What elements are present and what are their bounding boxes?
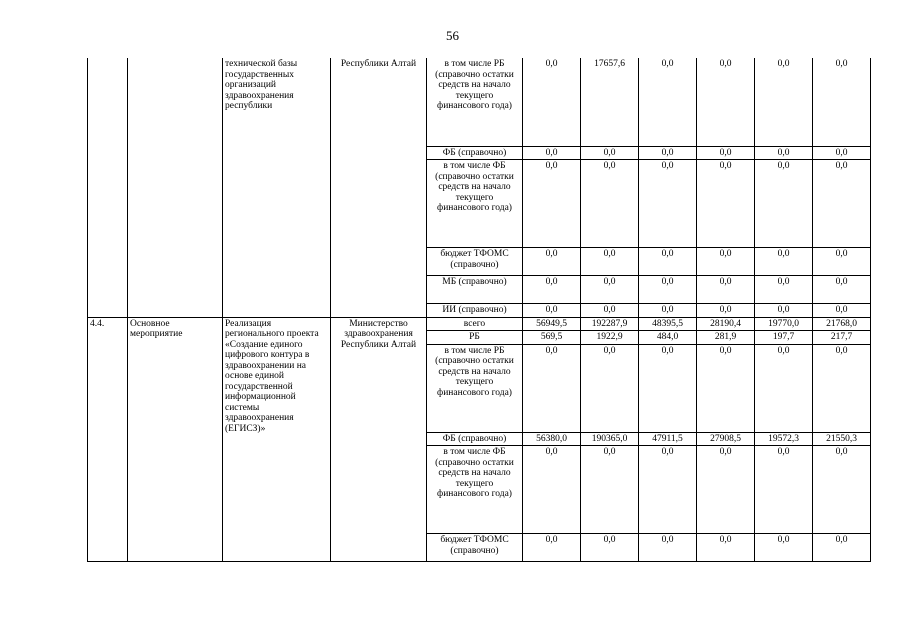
funding-source: ФБ (справочно) [427,432,523,446]
value-cell: 190365,0 [581,432,639,446]
value-cell: 0,0 [523,446,581,534]
item-name: Реализация регионального проекта «Создание единого цифрового контура в здравоохранении на основе единой государственной информационной системы здравоохранения (ЕГИСЗ)» [223,317,331,562]
value-cell: 0,0 [697,446,755,534]
block-1 [88,58,871,317]
value-cell: 0,0 [581,248,639,276]
item-number: 4.4. [88,317,128,562]
funding-source: в том числе ФБ (справочно остатки средств на начало текущего финансового года) [427,160,523,248]
value-cell: 48395,5 [639,317,697,331]
value-cell: 0,0 [755,446,813,534]
value-cell: 0,0 [697,276,755,304]
value-cell: 19770,0 [755,317,813,331]
value-cell: 0,0 [697,146,755,160]
value-cell: 0,0 [755,58,813,146]
value-cell: 0,0 [755,248,813,276]
value-cell: 0,0 [523,146,581,160]
funding-source: бюджет ТФОМС (справочно) [427,534,523,562]
value-cell: 0,0 [755,146,813,160]
value-cell: 27908,5 [697,432,755,446]
value-cell: 0,0 [639,344,697,432]
value-cell: 0,0 [697,344,755,432]
table-row [88,317,871,331]
value-cell: 0,0 [813,304,871,318]
value-cell: 0,0 [813,534,871,562]
item-executor: Министерство здравоохранения Республики Алтай [331,317,427,562]
funding-source: в том числе РБ (справочно остатки средств на начало текущего финансового года) [427,58,523,146]
value-cell: 0,0 [581,146,639,160]
value-cell: 0,0 [639,248,697,276]
value-cell: 0,0 [639,160,697,248]
value-cell: 484,0 [639,331,697,345]
item-name: технической базы государственных организаций здравоохранения республики [223,58,331,317]
item-number [88,58,128,317]
funding-source: в том числе ФБ (справочно остатки средств на начало текущего финансового года) [427,446,523,534]
value-cell: 0,0 [523,248,581,276]
value-cell: 0,0 [581,304,639,318]
funding-source: РБ [427,331,523,345]
value-cell: 197,7 [755,331,813,345]
value-cell: 47911,5 [639,432,697,446]
item-type: Основное мероприятие [128,317,223,562]
value-cell: 0,0 [523,58,581,146]
value-cell: 0,0 [639,304,697,318]
block-2 [88,317,871,562]
value-cell: 0,0 [755,160,813,248]
value-cell: 0,0 [813,344,871,432]
value-cell: 0,0 [523,276,581,304]
funding-source: бюджет ТФОМС (справочно) [427,248,523,276]
value-cell: 0,0 [813,160,871,248]
value-cell: 0,0 [581,160,639,248]
value-cell: 0,0 [523,304,581,318]
value-cell: 0,0 [581,344,639,432]
value-cell: 21550,3 [813,432,871,446]
funding-source: МБ (справочно) [427,276,523,304]
value-cell: 28190,4 [697,317,755,331]
value-cell: 0,0 [813,146,871,160]
value-cell: 0,0 [523,534,581,562]
value-cell: 0,0 [697,160,755,248]
value-cell: 0,0 [697,58,755,146]
value-cell: 0,0 [697,248,755,276]
value-cell: 0,0 [755,304,813,318]
value-cell: 0,0 [813,276,871,304]
value-cell: 281,9 [697,331,755,345]
value-cell: 1922,9 [581,331,639,345]
value-cell: 0,0 [813,446,871,534]
budget-table [87,58,871,562]
value-cell: 17657,6 [581,58,639,146]
value-cell: 0,0 [755,534,813,562]
funding-source: в том числе РБ (справочно остатки средств на начало текущего финансового года) [427,344,523,432]
value-cell: 0,0 [697,304,755,318]
value-cell: 56380,0 [523,432,581,446]
value-cell: 0,0 [581,446,639,534]
value-cell: 56949,5 [523,317,581,331]
value-cell: 19572,3 [755,432,813,446]
table-row [88,58,871,146]
value-cell: 0,0 [581,534,639,562]
value-cell: 0,0 [639,276,697,304]
value-cell: 0,0 [523,160,581,248]
page-number: 56 [446,28,459,43]
value-cell: 0,0 [581,276,639,304]
value-cell: 0,0 [755,344,813,432]
value-cell: 0,0 [755,276,813,304]
value-cell: 192287,9 [581,317,639,331]
value-cell: 0,0 [639,146,697,160]
value-cell: 0,0 [523,344,581,432]
item-type [128,58,223,317]
funding-source: ИИ (справочно) [427,304,523,318]
value-cell: 0,0 [639,534,697,562]
value-cell: 0,0 [813,248,871,276]
value-cell: 0,0 [813,58,871,146]
value-cell: 0,0 [639,446,697,534]
value-cell: 21768,0 [813,317,871,331]
value-cell: 0,0 [639,58,697,146]
funding-source: ФБ (справочно) [427,146,523,160]
funding-source: всего [427,317,523,331]
value-cell: 217,7 [813,331,871,345]
value-cell: 0,0 [697,534,755,562]
value-cell: 569,5 [523,331,581,345]
item-executor: Республики Алтай [331,58,427,317]
